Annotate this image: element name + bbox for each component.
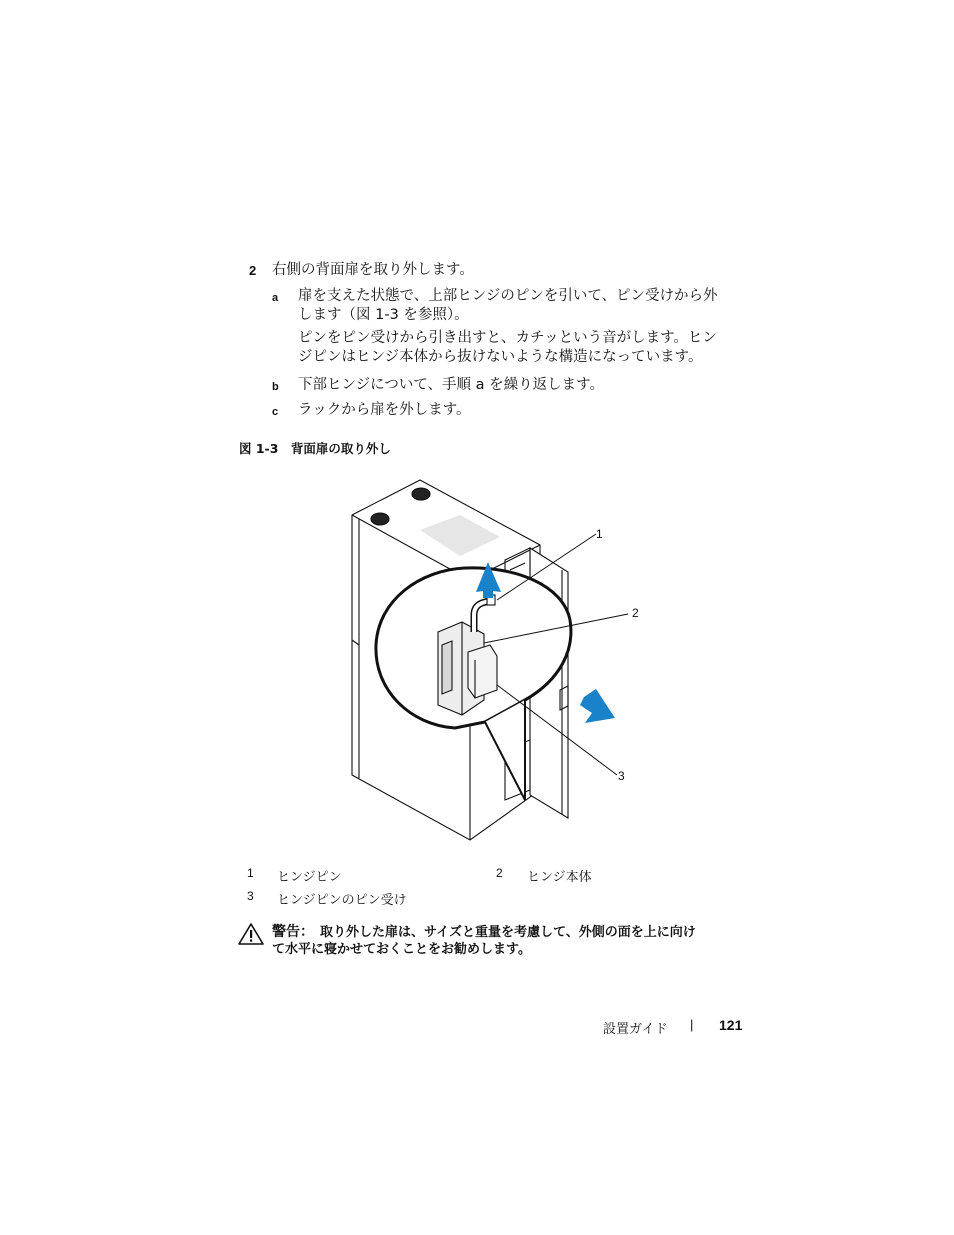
callout-2: 2 [632,606,639,620]
substep-c-letter: c [272,406,279,418]
warning-label: 警告： [272,924,314,940]
legend-num-1: 1 [247,866,254,880]
legend-num-2: 2 [496,866,503,880]
footer-separator: | [690,1017,694,1032]
page-number: 121 [719,1017,743,1033]
legend-text-3: ヒンジピンのピン受け [277,893,407,908]
substep-a-note-2: ジピンはヒンジ本体から抜けないような構造になっています。 [298,349,703,365]
warning-icon [238,923,264,945]
figure-caption: 図 1-3 背面扉の取り外し [239,441,391,456]
rear-door-removal-illustration [340,475,640,850]
substep-a-note-1: ピンをピン受けから引き出すと、カチッという音がします。ヒン [298,330,717,346]
warning-line-2: て水平に寝かせておくことをお勧めします。 [272,942,531,957]
callout-3: 3 [618,769,625,783]
legend-num-3: 3 [247,889,254,903]
legend-text-1: ヒンジピン [277,870,342,885]
substep-b-letter: b [272,381,279,393]
warning-line-1: 取り外した扉は、サイズと重量を考慮して、外側の面を上に向け [320,925,696,940]
substep-a-line-2: します（図 1-3 を参照）。 [298,307,469,323]
substep-a-line-1: 扉を支えた状態で、上部ヒンジのピンを引いて、ピン受けから外 [298,288,718,304]
footer-section: 設置ガイド [603,1022,668,1037]
callout-1: 1 [596,527,603,541]
substep-a-letter: a [272,292,279,304]
substep-c-line-1: ラックから扉を外します。 [298,402,471,418]
legend-text-2: ヒンジ本体 [527,870,592,885]
substep-b-line-1: 下部ヒンジについて、手順 a を繰り返します。 [298,377,604,393]
step-number: 2 [249,263,257,278]
step-text: 右側の背面扉を取り外します。 [272,262,474,278]
